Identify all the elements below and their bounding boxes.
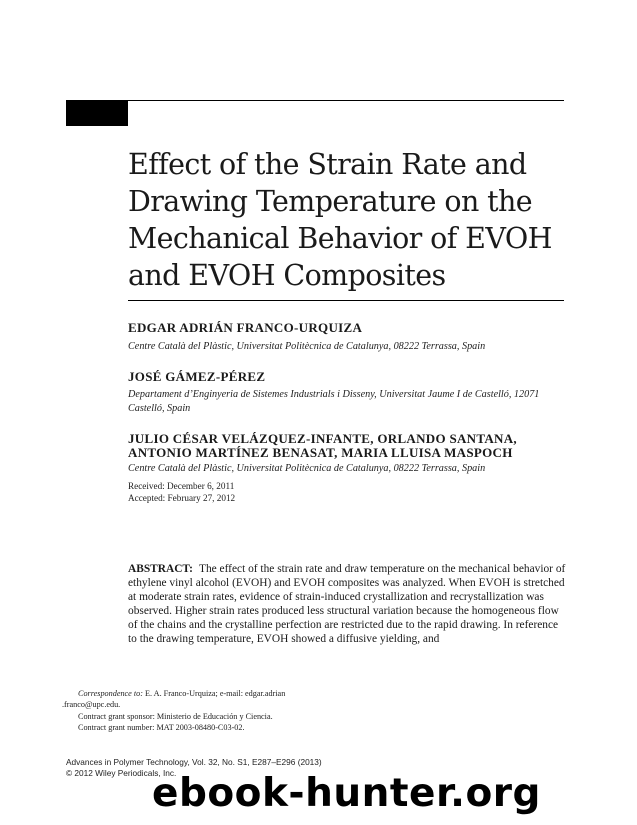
footnotes: [62, 688, 322, 733]
title-line: Mechanical Behavior of EVOH: [128, 222, 552, 255]
grant-number: Contract grant number: MAT 2003-08480-C03-02.: [78, 722, 245, 732]
title-line: and EVOH Composites: [128, 259, 446, 292]
title-line: Drawing Temperature on the: [128, 185, 533, 218]
correspondence-label: Correspondence to:: [78, 689, 143, 698]
received-dates: [128, 480, 235, 504]
grant-sponsor: Contract grant sponsor: Ministerio de Educación y Ciencia.: [78, 711, 273, 721]
title-rule: [128, 300, 564, 301]
accepted-date: Accepted: February 27, 2012: [128, 493, 236, 503]
author-name: JOSÉ GÁMEZ-PÉREZ: [128, 369, 266, 384]
author-name: EDGAR ADRIÁN FRANCO-URQUIZA: [128, 320, 363, 335]
article-title: [128, 146, 568, 294]
author-affiliation: Centre Català del Plàstic, Universitat Politècnica de Catalunya, 08222 Terrassa, Spain: [128, 341, 486, 352]
abstract-label: ABSTRACT:: [128, 563, 193, 575]
title-line: Effect of the Strain Rate and: [128, 148, 527, 181]
correspondence-continued: .franco@upc.edu.: [62, 700, 121, 710]
abstract-text: The effect of the strain rate and draw temperature on the mechanical behavior of ethylene vinyl alcohol (EVOH) and EVOH composites was analyzed. When EVOH is stretched at moderate strain rates, evidence of strain-induced crystallization and recrystallization was observed. Higher strain rates produced less structural variation because the homogeneous flow of the chains and the crystalline perfection are restricted due to the rapid drawing. In reference to the drawing temperature, EVOH showed a diffusive yielding, and: [128, 563, 566, 646]
journal-copyright: © 2012 Wiley Periodicals, Inc.: [66, 768, 177, 778]
author-name: JULIO CÉSAR VELÁZQUEZ-INFANTE, ORLANDO SANTANA,: [128, 431, 517, 446]
section-tab-block: [66, 100, 128, 126]
received-date: Received: December 6, 2011: [128, 481, 235, 491]
journal-citation: Advances in Polymer Technology, Vol. 32, No. S1, E287–E296 (2013): [66, 757, 322, 767]
watermark: ebook-hunter.org: [152, 771, 541, 816]
correspondence-note: [62, 688, 322, 699]
affiliation-line: Departament d’Enginyeria de Sistemes Industrials i Disseny, Universitat Jaume I de Castelló, 12071: [128, 389, 540, 400]
abstract: [128, 562, 566, 647]
author-name: ANTONIO MARTÍNEZ BENASAT, MARIA LLUISA MASPOCH: [128, 445, 513, 460]
author-affiliation: Centre Català del Plàstic, Universitat Politècnica de Catalunya, 08222 Terrassa, Spain: [128, 463, 486, 474]
top-rule: [128, 100, 564, 101]
correspondence-text: E. A. Franco-Urquiza; e-mail: edgar.adrian: [145, 689, 286, 698]
affiliation-line: Castelló, Spain: [128, 403, 191, 414]
author-affiliation: [128, 388, 568, 416]
